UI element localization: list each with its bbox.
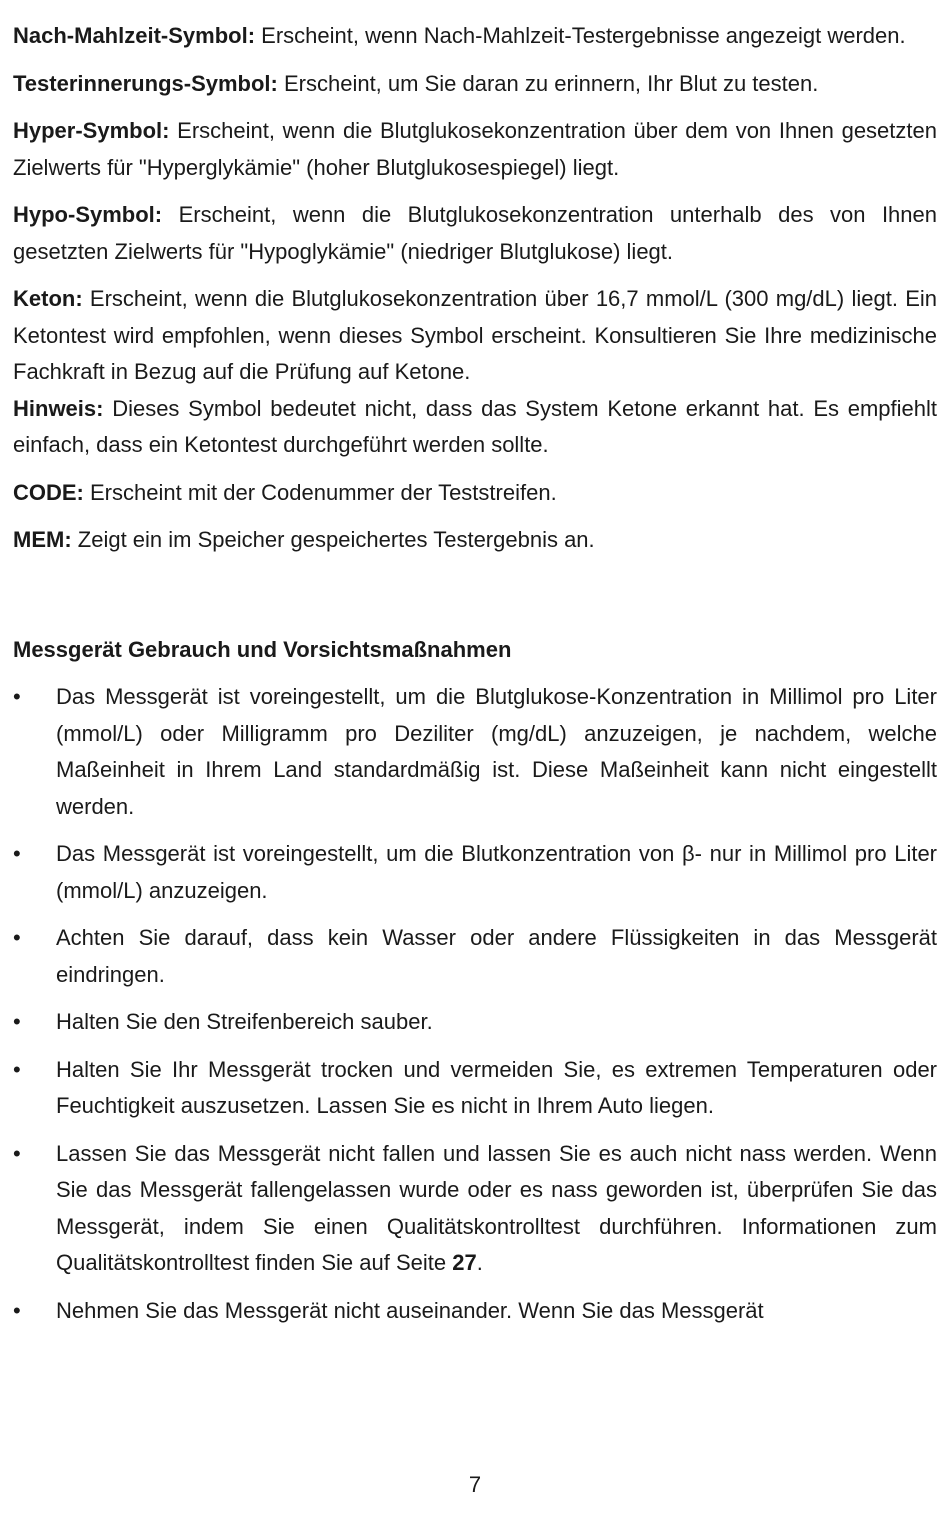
definition-hypo-symbol [13,197,937,270]
definition-after-meal-symbol [13,18,937,55]
list-item-text: Nehmen Sie das Messgerät nicht auseinander. Wenn Sie das Messgerät [56,1297,764,1323]
definition-term: CODE: [13,479,84,505]
bullet-icon: • [13,841,21,866]
definition-term: Hyper-Symbol: [13,118,170,143]
definition-text: Erscheint, wenn die Blutglukosekonzentration über dem von Ihnen gesetzten Zielwerts für "Hyperglykämie" (hoher Blutglukosespiegel) liegt. [13,118,937,180]
list-item-text: Halten Sie Ihr Messgerät trocken und vermeiden Sie, es extremen Temperaturen oder Feuchtigkeit auszusetzen. Lassen Sie es nicht in Ihrem Auto liegen. [56,1056,937,1118]
list-item-text: Das Messgerät ist voreingestellt, um die Blutglukose-Konzentration in Millimol pro Liter (mmol/L) oder Milligramm pro Deziliter (mg/dL) anzuzeigen, je nachdem, welche Maßeinheit in Ihrem Land standardmäßig ist. Diese Maßeinheit kann nicht eingestellt werden. [56,684,937,819]
definition-text: Erscheint, wenn Nach-Mahlzeit-Testergebnisse angezeigt werden. [255,23,906,48]
definition-term: Keton: [13,286,83,311]
definition-ketone [13,281,937,391]
definition-mem [13,522,937,559]
definition-text: Dieses Symbol bedeutet nicht, dass das System Ketone erkannt hat. Es empfiehlt einfach, dass ein Ketontest durchgeführt werden sollte. [13,395,937,457]
bullet-icon: • [13,1009,21,1034]
bullet-icon: • [13,1140,21,1166]
bullet-icon: • [13,684,21,709]
list-item-text: Achten Sie darauf, dass kein Wasser oder andere Flüssigkeiten in das Messgerät eindringen. [56,925,937,987]
bullet-icon: • [13,1297,21,1323]
precautions-list [13,679,937,1329]
list-item [13,1052,937,1125]
definition-text: Erscheint, um Sie daran zu erinnern, Ihr Blut zu testen. [277,70,819,96]
list-item-text: Das Messgerät ist voreingestellt, um die Blutkonzentration von β- nur in Millimol pro Liter (mmol/L) anzuzeigen. [56,841,937,903]
list-item [13,1004,937,1041]
list-item-text: Halten Sie den Streifenbereich sauber. [56,1009,433,1034]
list-item [13,1136,937,1282]
definition-text: Erscheint, wenn die Blutglukosekonzentration über 16,7 mmol/L (300 mg/dL) liegt. Ein Ketontest wird empfohlen, wenn dieses Symbol erscheint. Konsultieren Sie Ihre medizinische Fachkraft in Bezug auf die Prüfung auf Ketone. [13,286,937,384]
definition-test-reminder-symbol [13,66,937,103]
definition-text: Erscheint mit der Codenummer der Teststreifen. [83,479,557,505]
list-item [13,836,937,909]
list-item [13,1293,937,1330]
bullet-icon: • [13,925,21,950]
definition-text: Zeigt ein im Speicher gespeichertes Testergebnis an. [71,527,595,552]
list-item [13,679,937,825]
definition-term: Nach-Mahlzeit-Symbol: [13,23,256,48]
definition-code [13,475,937,512]
bullet-icon: • [13,1056,21,1082]
definition-text: Erscheint, wenn die Blutglukosekonzentration unterhalb des von Ihnen gesetzten Zielwerts für "Hypoglykämie" (niedriger Blutglukose) liegt. [13,202,937,264]
page-number: 7 [468,1472,482,1497]
list-item [13,920,937,993]
definition-hyper-symbol [13,113,937,186]
definition-term: Testerinnerungs-Symbol: [13,70,278,96]
document-page [13,18,937,1340]
definition-term: MEM: [13,527,72,552]
section-heading: Messgerät Gebrauch und Vorsichtsmaßnahmen [13,636,512,662]
page-reference: 27 [452,1250,477,1275]
list-item-text: Lassen Sie das Messgerät nicht fallen und lassen Sie es auch nicht nass werden. Wenn Sie das Messgerät fallengelassen wurde oder es nass geworden ist, überprüfen Sie das Messgerät, indem Sie einen Qualitätskontrolltest durchführen. Informationen zum Qualitätskontrolltest finden Sie auf Seite [56,1140,937,1275]
definition-term: Hinweis: [13,395,104,421]
definition-term: Hypo-Symbol: [13,202,163,227]
definition-note [13,391,937,464]
list-item-text-end: . [476,1250,483,1275]
